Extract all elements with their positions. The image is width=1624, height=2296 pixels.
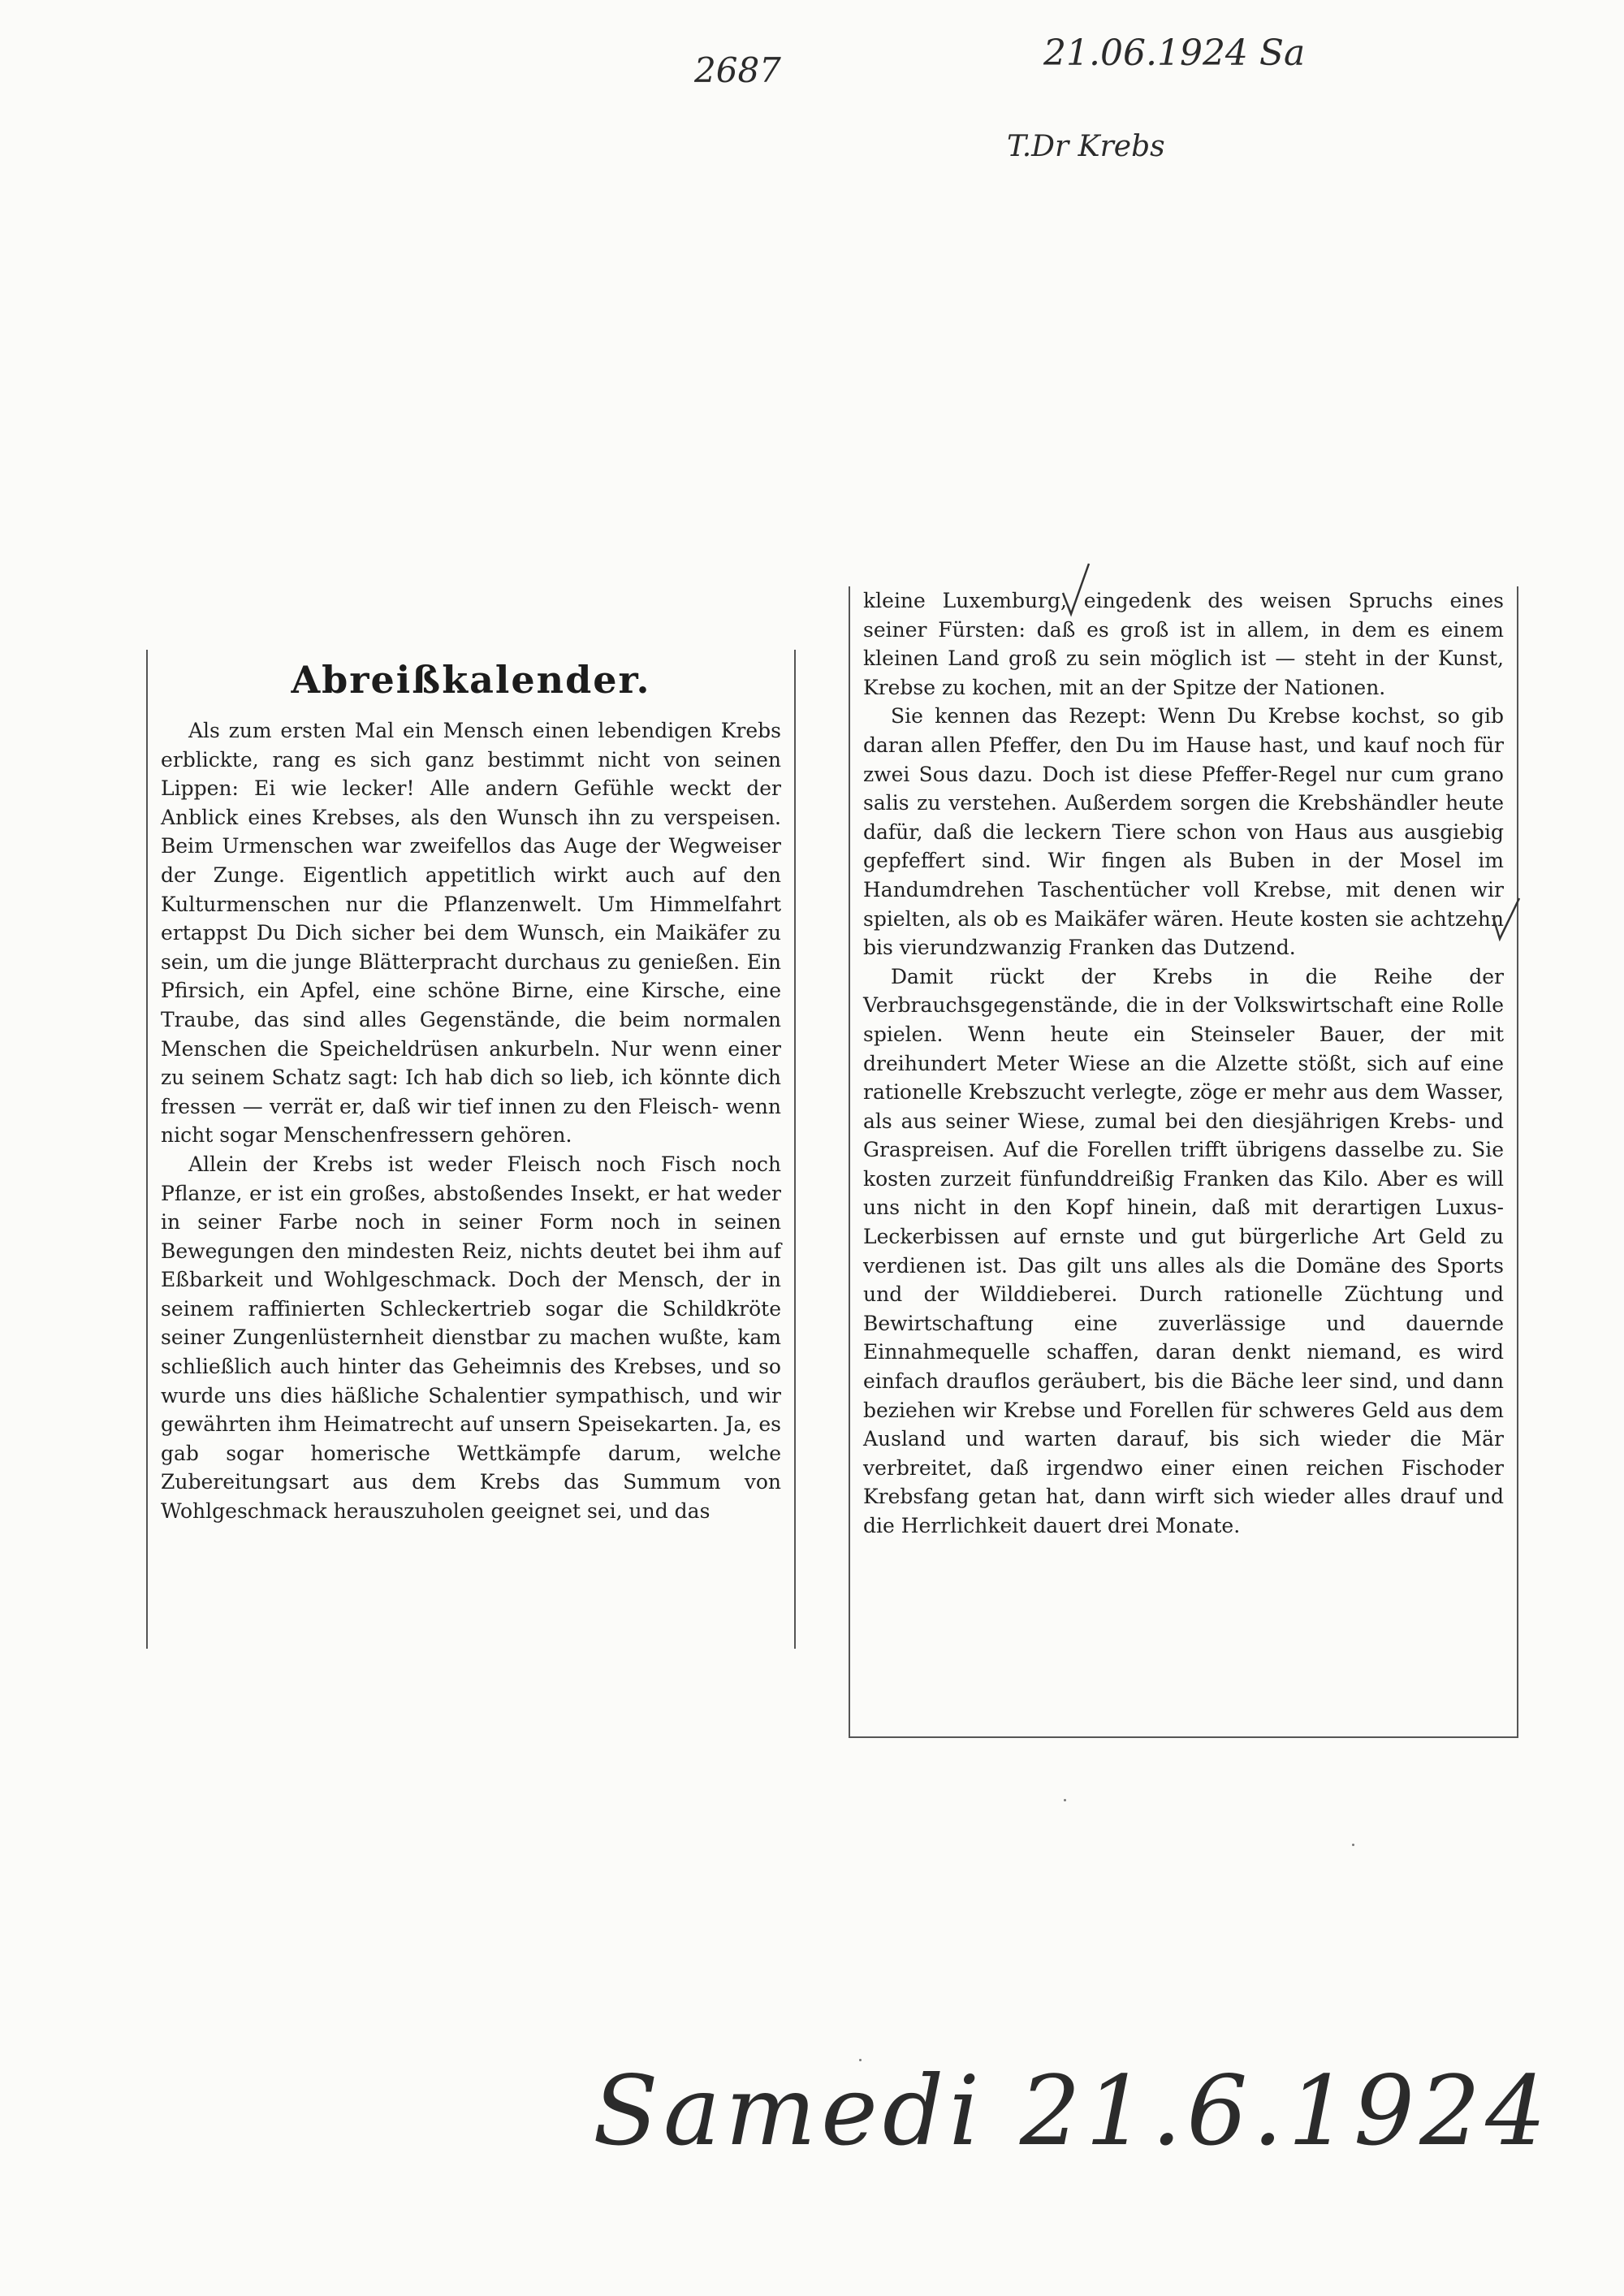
pencil-mark-icon [1060, 560, 1092, 617]
article-paragraph: kleine Luxemburg, eingedenk des weisen Spruchs eines seiner Fürsten: daß es groß ist in allem, in dem es einem kleinen Land groß zu sein möglich ist — steht in der Kunst, Krebse zu kochen, mit an der Spitze der Nationen. [863, 589, 1504, 699]
article-paragraph: Sie kennen das Rezept: Wenn Du Krebse kochst, so gib daran allen Pfeffer, den Du im Hause hast, und kauf noch für zwei Sous dazu. Doch ist diese Pfeffer-Regel nur cum grano salis zu verstehen. Außerdem sorgen die Krebshändler heute dafür, daß die leckern Tiere schon von Haus aus ausgiebig gepfeffert sind. Wir fingen als Buben in der Mosel im Handumdrehen Taschentücher voll Krebse, mit denen wir spielten, als ob es Maikäfer wären. Heute kosten sie achtzehn bis vierundzwanzig Franken das Dutzend. [863, 704, 1504, 960]
paper-speck [1064, 1799, 1066, 1801]
paper-speck [1352, 1844, 1354, 1846]
date-note: 21.06.1924 Sa [1043, 32, 1306, 74]
subject-note: T.Dr Krebs [1007, 130, 1165, 163]
footer-date: Samedi 21.6.1924 [593, 2055, 1552, 2167]
article-paragraph: Als zum ersten Mal ein Mensch einen lebendigen Krebs erblickte, rang es sich ganz bestimmt nicht von seinen Lippen: Ei wie lecker! Alle andern Gefühle weckt der Anblick eines Krebses, als den Wunsch ihn zu verspeisen. Beim Urmenschen war zweifellos das Auge der Wegweiser der Zunge. Eigentlich appetitlich wirkt auch auf den Kulturmenschen nur die Pflanzenwelt. Um Himmelfahrt ertappst Du Dich sicher bei dem Wunsch, ein Maikäfer zu sein, um die junge Blätterpracht durchaus zu genießen. Ein Pfirsich, ein Apfel, eine schöne Birne, eine Kirsche, eine Traube, das sind alles Gegenstände, die beim normalen Menschen die Speicheldrüsen ankurbeln. Nur wenn einer zu seinem Schatz sagt: Ich hab dich so lieb, ich könnte dich fressen — verrät er, daß wir tief innen zu den Fleisch- wenn nicht sogar Menschenfressern gehören. [161, 719, 781, 1148]
article-paragraph: Allein der Krebs ist weder Fleisch noch Fisch noch Pflanze, er ist ein großes, abstoßendes Insekt, er hat weder in seiner Farbe noch in seiner Form noch in seinen Bewegungen den mindesten Reiz, nichts deutet bei ihm auf Eßbarkeit und Wohlgeschmack. Doch der Mensch, der in seinem raffinierten Schleckertrieb sogar die Schildkröte seiner Zungenlüsternheit dienstbar zu machen wußte, kam schließlich auch hinter das Geheimnis des Krebses, und so wurde uns dies häßliche Schalentier sympathisch, und wir gewährten ihm Heimatrecht auf unsern Speisekarten. Ja, es gab sogar homerische Wettkämpfe darum, welche Zubereitungsart aus dem Krebs das Summum von Wohlgeschmack herauszuholen geeignet sei, und das [161, 1152, 781, 1524]
article-clipping-right [849, 586, 1518, 1738]
article-paragraph: Damit rückt der Krebs in die Reihe der Verbrauchsgegenstände, die in der Volkswirtschaft eine Rolle spielen. Wenn heute ein Steinseler Bauer, der mit dreihundert Meter Wiese an die Alzette stößt, sich auf eine rationelle Krebszucht verlegte, zöge er mehr aus dem Wasser, als aus seiner Wiese, zumal bei den diesjährigen Krebs- und Graspreisen. Auf die Forellen trifft übrigens dasselbe zu. Sie kosten zurzeit fünfunddreißig Franken das Kilo. Aber es will uns nicht in den Kopf hinein, daß mit derartigen Luxus-Leckerbissen auf ernste und gut bürgerliche Art Geld zu verdienen ist. Das gilt uns alles als die Domäne des Sports und der Wilddieberei. Durch rationelle Züchtung und Bewirtschaftung eine zuverlässige und dauernde Einnahmequelle schaffen, daran denkt niemand, es wird einfach drauflos geräubert, bis die Bäche leer sind, und dann beziehen wir Krebse und Forellen für schweres Geld aus dem Ausland und warten darauf, bis sich wieder die Mär verbreitet, daß irgendwo einer einen reichen Fischoder Krebsfang getan hat, dann wirft sich wieder alles drauf und die Herrlichkeit dauert drei Monate. [863, 964, 1504, 1537]
article-clipping-left [146, 650, 796, 1649]
archive-number: 2687 [694, 50, 781, 90]
pencil-mark-icon [1490, 893, 1522, 950]
article-headline: Abreißkalender. [291, 658, 651, 702]
